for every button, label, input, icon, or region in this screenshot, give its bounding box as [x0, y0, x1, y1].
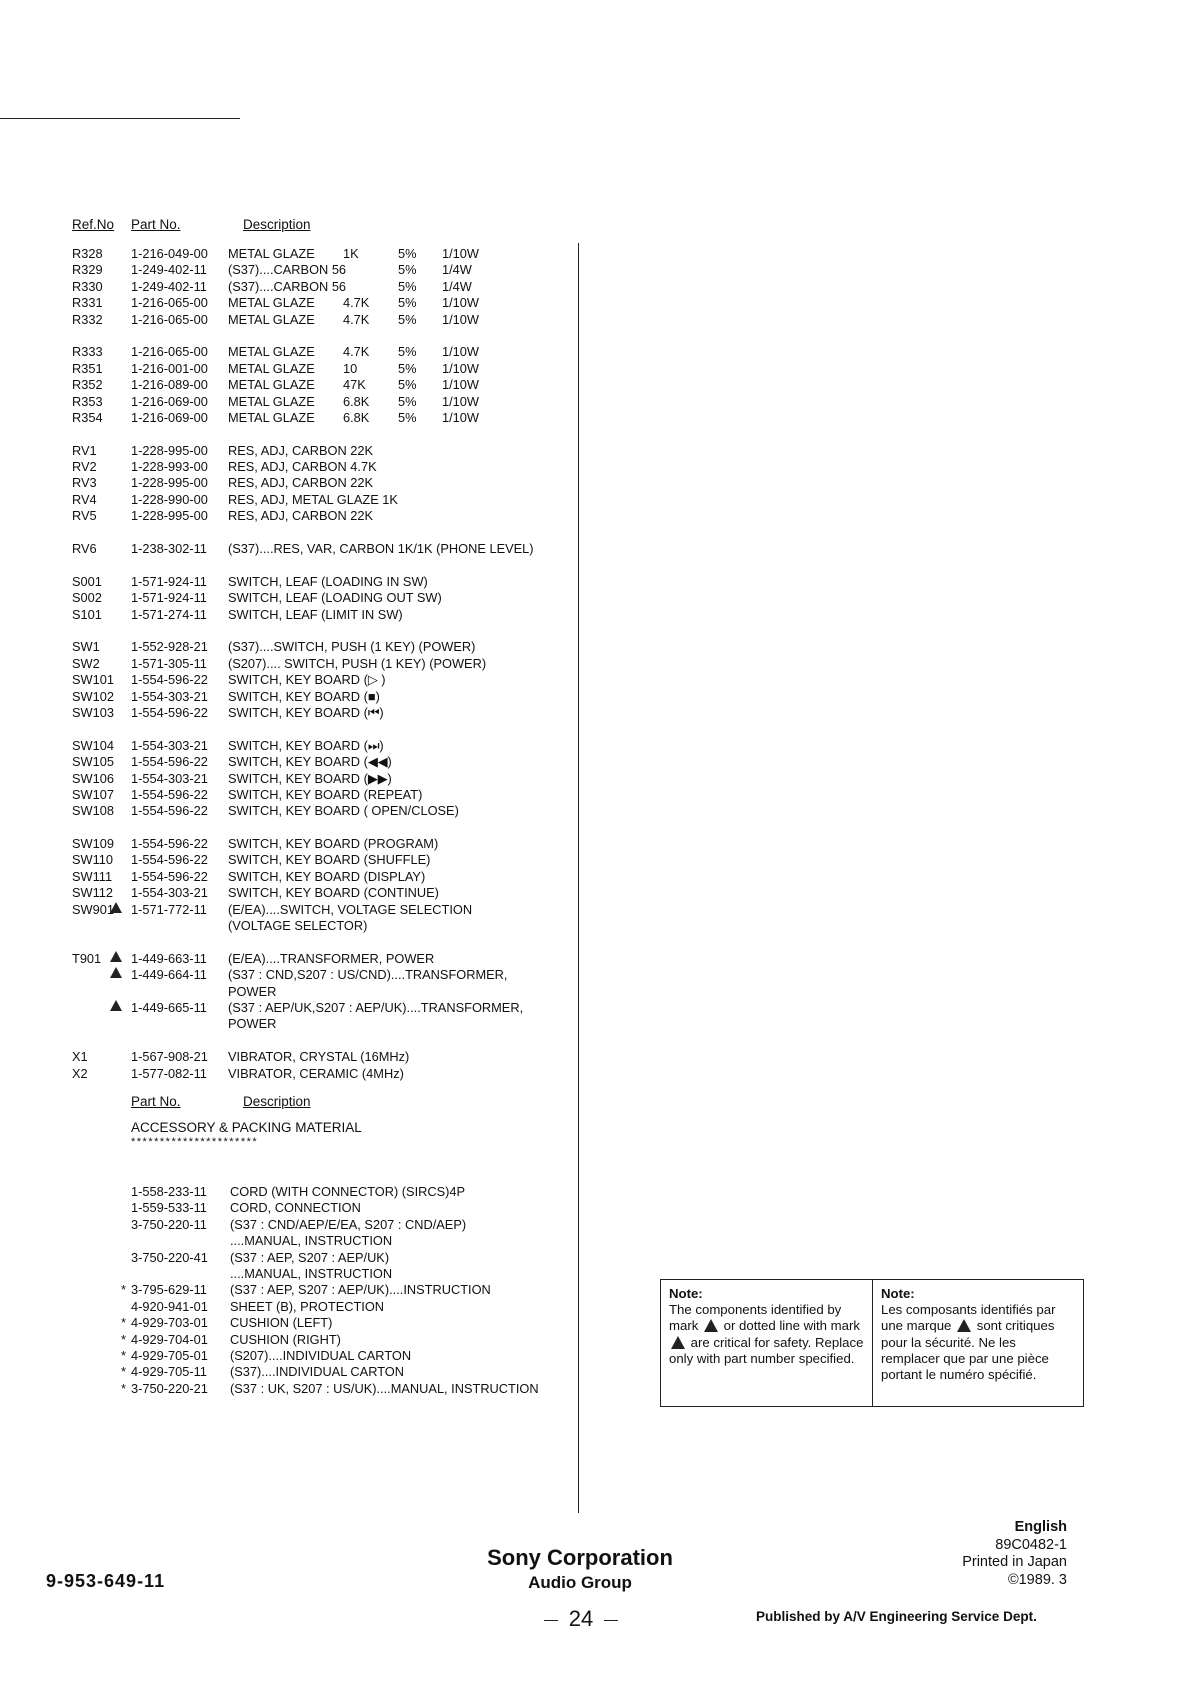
description: POWER — [228, 983, 277, 999]
description: METAL GLAZE — [228, 360, 315, 376]
list-item — [72, 1315, 572, 1331]
value: 47K — [343, 377, 366, 393]
description: SWITCH, KEY BOARD (▷ ) — [228, 672, 386, 688]
description: SWITCH, KEY BOARD (⏮) — [228, 704, 384, 720]
table-row — [72, 492, 572, 508]
description: SWITCH, KEY BOARD (DISPLAY) — [228, 868, 426, 884]
description: (E/EA)....SWITCH, VOLTAGE SELECTION — [228, 901, 473, 917]
part-no: 1-228-995-00 — [131, 475, 208, 491]
header-description: Description — [243, 217, 311, 232]
power-rating: 1/10W — [442, 377, 479, 393]
ref-no: SW102 — [72, 688, 114, 704]
print-code: 89C0482-1 — [995, 1536, 1067, 1553]
tolerance: 5% — [398, 311, 417, 327]
table-row — [72, 967, 572, 983]
note-en-p2: or dotted line with mark — [723, 1318, 860, 1334]
description: SWITCH, KEY BOARD ( OPEN/CLOSE) — [228, 803, 459, 819]
table-row — [72, 787, 572, 803]
tolerance: 5% — [398, 360, 417, 376]
column-divider — [578, 243, 579, 1513]
table-row — [72, 869, 572, 885]
table-row — [72, 803, 572, 819]
power-rating: 1/10W — [442, 409, 479, 425]
language-label: English — [1014, 1519, 1067, 1535]
ref-no: SW105 — [72, 754, 114, 770]
ref-no: SW110 — [72, 852, 114, 868]
power-rating: 1/4W — [442, 262, 472, 278]
table-row — [72, 918, 572, 934]
ref-no: RV1 — [72, 442, 97, 458]
tolerance: 5% — [398, 393, 417, 409]
table-row — [72, 377, 572, 393]
warning-triangle-icon — [957, 1319, 971, 1332]
table-row — [72, 689, 572, 705]
part-no: 1-554-303-21 — [131, 737, 208, 753]
table-row — [72, 508, 572, 524]
note-french — [872, 1280, 1083, 1406]
header-part-no: Part No. — [131, 217, 181, 232]
tolerance: 5% — [398, 344, 417, 360]
parts-list — [72, 246, 572, 1082]
ref-no: SW109 — [72, 836, 114, 852]
table-row — [72, 885, 572, 901]
note-fr-p2: sont critiques pour la sécurité. — [881, 1318, 1055, 1350]
description: SWITCH, LEAF (LIMIT IN SW) — [228, 606, 403, 622]
description: SWITCH, KEY BOARD (■) — [228, 688, 380, 704]
description: METAL GLAZE — [228, 295, 315, 311]
part-no: 1-567-908-21 — [131, 1049, 208, 1065]
description: SWITCH, KEY BOARD (CONTINUE) — [228, 885, 439, 901]
table-row — [72, 246, 572, 262]
table-row — [72, 852, 572, 868]
company-block — [470, 1545, 690, 1593]
list-item — [72, 1282, 572, 1298]
power-rating: 1/10W — [442, 360, 479, 376]
description: (S37 : UK, S207 : US/UK)....MANUAL, INSTRUCTION — [230, 1380, 539, 1396]
tolerance: 5% — [398, 278, 417, 294]
part-no: 1-554-596-22 — [131, 786, 208, 802]
description: SWITCH, KEY BOARD (◀◀) — [228, 754, 392, 770]
description: (S207).... SWITCH, PUSH (1 KEY) (POWER) — [228, 655, 487, 671]
list-item — [72, 1381, 572, 1397]
new-part-marker: * — [121, 1347, 126, 1363]
table-row — [72, 459, 572, 475]
part-no: 1-216-065-00 — [131, 311, 208, 327]
top-rule — [0, 118, 240, 119]
division-name: Audio Group — [528, 1573, 632, 1592]
ref-no: SW103 — [72, 704, 114, 720]
ref-no: SW112 — [72, 885, 114, 901]
description: METAL GLAZE — [228, 311, 315, 327]
table-row — [72, 443, 572, 459]
description: CORD, CONNECTION — [230, 1200, 361, 1216]
part-no: 1-554-303-21 — [131, 770, 208, 786]
part-no: 1-449-663-11 — [131, 950, 207, 966]
part-no: 1-571-305-11 — [131, 655, 207, 671]
table-row — [72, 639, 572, 655]
value: 1K — [343, 246, 359, 261]
part-no: 1-216-065-00 — [131, 295, 208, 311]
ref-no: R328 — [72, 246, 103, 261]
note-fr-p1: Les composants identifiés par une marque — [881, 1302, 1056, 1334]
description: (S37)....INDIVIDUAL CARTON — [230, 1364, 404, 1380]
table-row — [72, 984, 572, 1000]
table-row — [72, 541, 572, 557]
note-en-p3: are critical for safety. — [690, 1334, 812, 1350]
description: (S37)....CARBON 56 — [228, 262, 347, 278]
power-rating: 1/10W — [442, 246, 479, 261]
table-row — [72, 672, 572, 688]
part-no: 1-571-924-11 — [131, 590, 207, 606]
note-en-title: Note: — [669, 1286, 703, 1301]
description: ....MANUAL, INSTRUCTION — [230, 1233, 393, 1249]
ref-no: R333 — [72, 344, 103, 360]
ref-no: R332 — [72, 311, 103, 327]
description: (S37 : AEP, S207 : AEP/UK)....INSTRUCTION — [230, 1282, 491, 1298]
description: CUSHION (LEFT) — [230, 1315, 333, 1331]
table-row — [72, 754, 572, 770]
list-item — [72, 1348, 572, 1364]
power-rating: 1/10W — [442, 393, 479, 409]
description: VIBRATOR, CRYSTAL (16MHz) — [228, 1049, 410, 1065]
acc-header-part-no: Part No. — [131, 1094, 181, 1109]
ref-no: SW1 — [72, 639, 100, 655]
part-no: 1-554-596-22 — [131, 868, 208, 884]
warning-triangle-icon — [671, 1336, 685, 1349]
description: (S37)....RES, VAR, CARBON 1K/1K (PHONE LEVEL) — [228, 541, 534, 557]
page-number: 24 — [540, 1606, 622, 1632]
part-no: 1-554-596-22 — [131, 852, 208, 868]
table-row — [72, 771, 572, 787]
part-no: 3-750-220-41 — [131, 1249, 208, 1265]
part-no: 1-554-596-22 — [131, 704, 208, 720]
accessory-list — [72, 1184, 572, 1397]
ref-no: RV3 — [72, 475, 97, 491]
value: 10 — [343, 360, 358, 376]
note-fr-p3: Ne les remplacer que par une pièce portant le numéro spécifié. — [881, 1334, 1049, 1383]
description: METAL GLAZE — [228, 377, 315, 393]
description: VIBRATOR, CERAMIC (4MHz) — [228, 1065, 404, 1081]
description: (S37 : CND,S207 : US/CND)....TRANSFORMER, — [228, 967, 508, 983]
ref-no: X1 — [72, 1049, 88, 1065]
part-no: 1-554-596-22 — [131, 836, 208, 852]
list-item — [72, 1200, 572, 1216]
table-row — [72, 361, 572, 377]
table-row — [72, 902, 572, 918]
table-row — [72, 410, 572, 426]
ref-no: R351 — [72, 360, 103, 376]
ref-no: R352 — [72, 377, 103, 393]
description: CUSHION (RIGHT) — [230, 1331, 341, 1347]
description: METAL GLAZE — [228, 344, 315, 360]
part-no: 3-750-220-11 — [131, 1216, 207, 1232]
description: (S37 : CND/AEP/E/EA, S207 : CND/AEP) — [230, 1216, 467, 1232]
copyright: ©1989. 3 — [1007, 1571, 1067, 1588]
ref-no: R354 — [72, 409, 103, 425]
description: (E/EA)....TRANSFORMER, POWER — [228, 950, 435, 966]
value: 6.8K — [343, 393, 370, 409]
company-name: Sony Corporation — [487, 1545, 673, 1570]
part-no: 1-449-665-11 — [131, 999, 207, 1015]
part-no: 4-929-705-01 — [131, 1347, 208, 1363]
ref-no: R330 — [72, 278, 103, 294]
value: 4.7K — [343, 311, 370, 327]
publisher: Published by A/V Engineering Service Dept. — [756, 1609, 1037, 1624]
description: SWITCH, KEY BOARD (⏭) — [228, 737, 384, 753]
description: SWITCH, KEY BOARD (▶▶) — [228, 770, 392, 786]
table-row — [72, 475, 572, 491]
printed-in: Printed in Japan — [962, 1554, 1067, 1570]
description: RES, ADJ, CARBON 4.7K — [228, 459, 377, 475]
warning-triangle-icon — [704, 1319, 718, 1332]
description: (S37 : AEP, S207 : AEP/UK) — [230, 1249, 390, 1265]
part-no: 3-750-220-21 — [131, 1380, 208, 1396]
part-no: 1-449-664-11 — [131, 967, 207, 983]
table-row — [72, 312, 572, 328]
table-row — [72, 1066, 572, 1082]
description: (S37)....SWITCH, PUSH (1 KEY) (POWER) — [228, 639, 476, 655]
part-no: 4-929-703-01 — [131, 1315, 208, 1331]
part-no: 1-571-924-11 — [131, 573, 207, 589]
tolerance: 5% — [398, 246, 417, 261]
new-part-marker: * — [121, 1282, 126, 1298]
description: RES, ADJ, CARBON 22K — [228, 475, 374, 491]
power-rating: 1/4W — [442, 278, 472, 294]
part-no: 1-216-069-00 — [131, 409, 208, 425]
description: SWITCH, LEAF (LOADING OUT SW) — [228, 590, 442, 606]
part-no: 1-559-533-11 — [131, 1200, 207, 1216]
print-info — [962, 1519, 1067, 1589]
table-row — [72, 344, 572, 360]
part-no: 3-795-629-11 — [131, 1282, 207, 1298]
part-no: 1-228-993-00 — [131, 459, 208, 475]
table-row — [72, 1016, 572, 1032]
table-row — [72, 590, 572, 606]
part-no: 1-228-995-00 — [131, 508, 208, 524]
ref-no: RV2 — [72, 459, 97, 475]
accessory-title: ACCESSORY & PACKING MATERIAL — [131, 1120, 362, 1135]
tolerance: 5% — [398, 409, 417, 425]
table-row — [72, 951, 572, 967]
description: POWER — [228, 1016, 277, 1032]
tolerance: 5% — [398, 262, 417, 278]
ref-no: X2 — [72, 1065, 88, 1081]
description: (VOLTAGE SELECTOR) — [228, 918, 368, 934]
value: 4.7K — [343, 295, 370, 311]
new-part-marker: * — [121, 1315, 126, 1331]
note-en-p1: The components identified by mark — [669, 1302, 842, 1334]
part-no: 4-929-704-01 — [131, 1331, 208, 1347]
ref-no: SW107 — [72, 786, 114, 802]
part-no: 1-216-089-00 — [131, 377, 208, 393]
table-row — [72, 836, 572, 852]
table-row — [72, 738, 572, 754]
part-no: 1-577-082-11 — [131, 1065, 207, 1081]
part-no: 1-216-049-00 — [131, 246, 208, 261]
note-en-p4: Replace only with part number specified. — [669, 1334, 864, 1366]
ref-no: SW106 — [72, 770, 114, 786]
new-part-marker: * — [121, 1364, 126, 1380]
list-item — [72, 1266, 572, 1282]
power-rating: 1/10W — [442, 311, 479, 327]
table-row — [72, 705, 572, 721]
description: RES, ADJ, CARBON 22K — [228, 508, 374, 524]
part-no: 1-216-001-00 — [131, 360, 208, 376]
new-part-marker: * — [121, 1331, 126, 1347]
list-item — [72, 1184, 572, 1200]
table-row — [72, 1000, 572, 1016]
ref-no: RV6 — [72, 541, 97, 557]
header-ref-no: Ref.No — [72, 217, 115, 232]
ref-no: SW2 — [72, 655, 100, 671]
list-item — [72, 1217, 572, 1233]
description: ....MANUAL, INSTRUCTION — [230, 1265, 393, 1281]
table-row — [72, 394, 572, 410]
ref-no: S002 — [72, 590, 102, 606]
description: SWITCH, LEAF (LOADING IN SW) — [228, 573, 428, 589]
tolerance: 5% — [398, 295, 417, 311]
value: 6.8K — [343, 409, 370, 425]
part-no: 1-228-995-00 — [131, 442, 208, 458]
ref-no: SW108 — [72, 803, 114, 819]
ref-no: R331 — [72, 295, 103, 311]
part-no: 1-558-233-11 — [131, 1184, 207, 1199]
ref-no: SW111 — [72, 868, 113, 884]
power-rating: 1/10W — [442, 295, 479, 311]
table-row — [72, 1049, 572, 1065]
part-no: 1-216-065-00 — [131, 344, 208, 360]
acc-header-description: Description — [243, 1094, 311, 1109]
power-rating: 1/10W — [442, 344, 479, 360]
ref-no: S101 — [72, 606, 102, 622]
ref-no: SW104 — [72, 737, 114, 753]
list-item — [72, 1299, 572, 1315]
part-no: 1-216-069-00 — [131, 393, 208, 409]
part-no: 1-554-303-21 — [131, 885, 208, 901]
safety-note-box — [660, 1279, 1084, 1407]
note-english — [661, 1280, 872, 1406]
ref-no: RV5 — [72, 508, 97, 524]
part-no: 1-554-596-22 — [131, 803, 208, 819]
table-row — [72, 574, 572, 590]
table-row — [72, 279, 572, 295]
ref-no: S001 — [72, 573, 102, 589]
document-number: 9-953-649-11 — [46, 1571, 166, 1591]
description: RES, ADJ, CARBON 22K — [228, 442, 374, 458]
part-no: 1-238-302-11 — [131, 541, 207, 557]
ref-no: T901 — [72, 950, 102, 966]
value: 4.7K — [343, 344, 370, 360]
description: SWITCH, KEY BOARD (REPEAT) — [228, 786, 423, 802]
description: (S207)....INDIVIDUAL CARTON — [230, 1347, 412, 1363]
part-no: 1-554-596-22 — [131, 754, 208, 770]
description: METAL GLAZE — [228, 393, 315, 409]
description: SHEET (B), PROTECTION — [230, 1298, 385, 1314]
ref-no: SW901 — [72, 901, 114, 917]
description: METAL GLAZE — [228, 246, 315, 261]
description: METAL GLAZE — [228, 409, 315, 425]
list-item — [72, 1364, 572, 1380]
description: SWITCH, KEY BOARD (SHUFFLE) — [228, 852, 431, 868]
ref-no: RV4 — [72, 491, 97, 507]
list-item — [72, 1332, 572, 1348]
part-no: 4-920-941-01 — [131, 1298, 208, 1314]
tolerance: 5% — [398, 377, 417, 393]
new-part-marker: * — [121, 1380, 126, 1396]
part-no: 1-554-303-21 — [131, 688, 208, 704]
list-item — [72, 1233, 572, 1249]
table-row — [72, 295, 572, 311]
ref-no: SW101 — [72, 672, 114, 688]
description: SWITCH, KEY BOARD (PROGRAM) — [228, 836, 439, 852]
table-row — [72, 262, 572, 278]
part-no: 1-571-772-11 — [131, 901, 207, 917]
part-no: 1-554-596-22 — [131, 672, 208, 688]
ref-no: R353 — [72, 393, 103, 409]
note-fr-title: Note: — [881, 1286, 915, 1301]
part-no: 1-571-274-11 — [131, 606, 207, 622]
description: (S37 : AEP/UK,S207 : AEP/UK)....TRANSFORMER, — [228, 999, 524, 1015]
part-no: 1-249-402-11 — [131, 278, 207, 294]
description: (S37)....CARBON 56 — [228, 278, 347, 294]
part-no: 1-249-402-11 — [131, 262, 207, 278]
part-no: 1-552-928-21 — [131, 639, 208, 655]
description: RES, ADJ, METAL GLAZE 1K — [228, 491, 398, 507]
part-no: 1-228-990-00 — [131, 491, 208, 507]
description: CORD (WITH CONNECTOR) (SIRCS)4P — [230, 1184, 466, 1199]
accessory-stars: ********************** — [131, 1136, 259, 1148]
table-row — [72, 607, 572, 623]
part-no: 4-929-705-11 — [131, 1364, 207, 1380]
list-item — [72, 1250, 572, 1266]
ref-no: R329 — [72, 262, 103, 278]
table-row — [72, 656, 572, 672]
